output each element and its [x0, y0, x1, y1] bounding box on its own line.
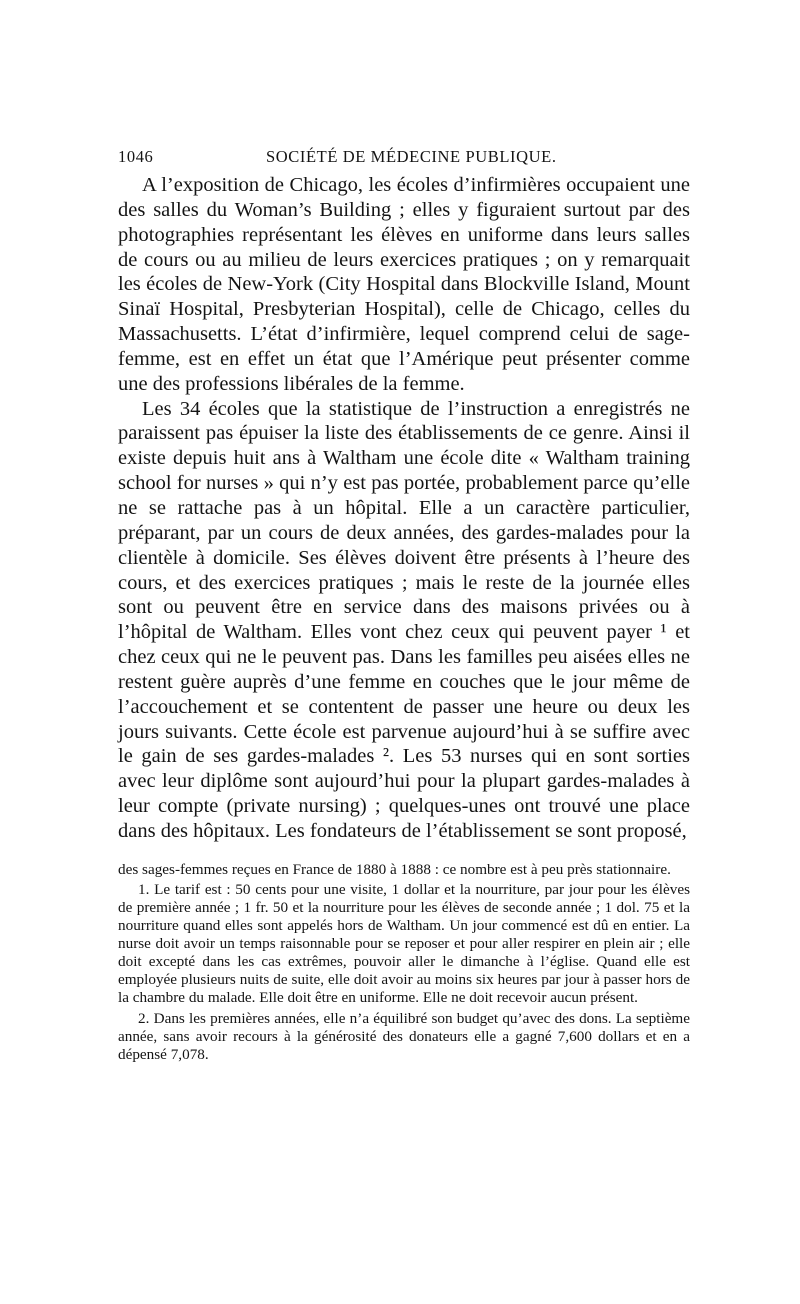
body-paragraph: Les 34 écoles que la statistique de l’instruction a enregistrés ne paraissent pas épuiser la liste des établissements de ce genre. Ainsi il existe depuis huit ans à Waltham une école dite « Waltham training school for nurses » qui n’y est pas portée, probablement parce qu’elle ne se rattache pas à un hôpital. Elle a un caractère particulier, préparant, par un cours de deux années, des gardes-malades pour la clientèle à domicile. Ses élèves doivent être présents à l’heure des cours, et des exercices pratiques ; mais le reste de la journée elles sont ou peuvent être en service dans des maisons privées ou à l’hôpital de Waltham. Elles vont chez ceux qui peuvent payer ¹ et chez ceux qui ne le peuvent pas. Dans les familles peu aisées elles ne restent guère auprès d’une femme en couches que le jour même de l’accouchement et se contentent de passer une heure ou deux les jours suivants. Cette école est parvenue aujourd’hui à se suffire avec le gain de ses gardes-malades ². Les 53 nurses qui en sont sorties avec leur diplôme sont aujourd’hui pour la plupart gardes-malades à leur compte (private nursing) ; quelques-unes ont trouvé une place dans des hôpitaux. Les fondateurs de l’établissement se sont proposé, [118, 397, 690, 842]
running-head [118, 143, 690, 173]
page-number: 1046 [118, 147, 154, 166]
footnotes [118, 861, 690, 1064]
footnote-continuation: des sages-femmes reçues en France de 1880 à 1888 : ce nombre est à peu près stationnaire. [118, 860, 671, 878]
running-title: SOCIÉTÉ DE MÉDECINE PUBLIQUE. [266, 147, 557, 166]
body-text [118, 173, 690, 844]
book-page [118, 143, 690, 1064]
footnote-1: 1. Le tarif est : 50 cents pour une visite, 1 dollar et la nourriture, par jour pour les élèves de première année ; 1 fr. 50 et la nourriture pour les élèves de seconde année ; 1 dol. 75 et la nourriture quand elles sont appelés hors de Waltham. Un jour commencé est dû en entier. La nurse doit avoir un temps raisonnable pour se reposer et pour aller respirer en plein air ; elle doit excepté dans les cas extrêmes, pouvoir aller le dimanche à l’église. Quand elle est employée plusieurs nuits de suite, elle doit avoir au moins six heures par jour à passer hors de la chambre du malade. Elle doit être en uniforme. Elle ne doit recevoir aucun présent. [118, 880, 690, 1007]
body-paragraph: A l’exposition de Chicago, les écoles d’infirmières occupaient une des salles du Woman’s Building ; elles y figuraient surtout par des photographies représentant les élèves en uniforme dans leurs salles de cours ou au milieu de leurs exercices pratiques ; on y remarquait les écoles de New-York (City Hospital dans Blockville Island, Mount Sinaï Hospital, Presbyterian Hospital), celle de Chicago, celles du Massachusetts. L’état d’infirmière, lequel comprend celui de sage-femme, est en effet un état que l’Amérique peut présenter comme une des professions libérales de la femme. [118, 174, 690, 395]
footnote-2: 2. Dans les premières années, elle n’a équilibré son budget qu’avec des dons. La septième année, sans avoir recours à la générosité des donateurs elle a gagné 7,600 dollars et en a dépensé 7,078. [118, 1009, 690, 1063]
